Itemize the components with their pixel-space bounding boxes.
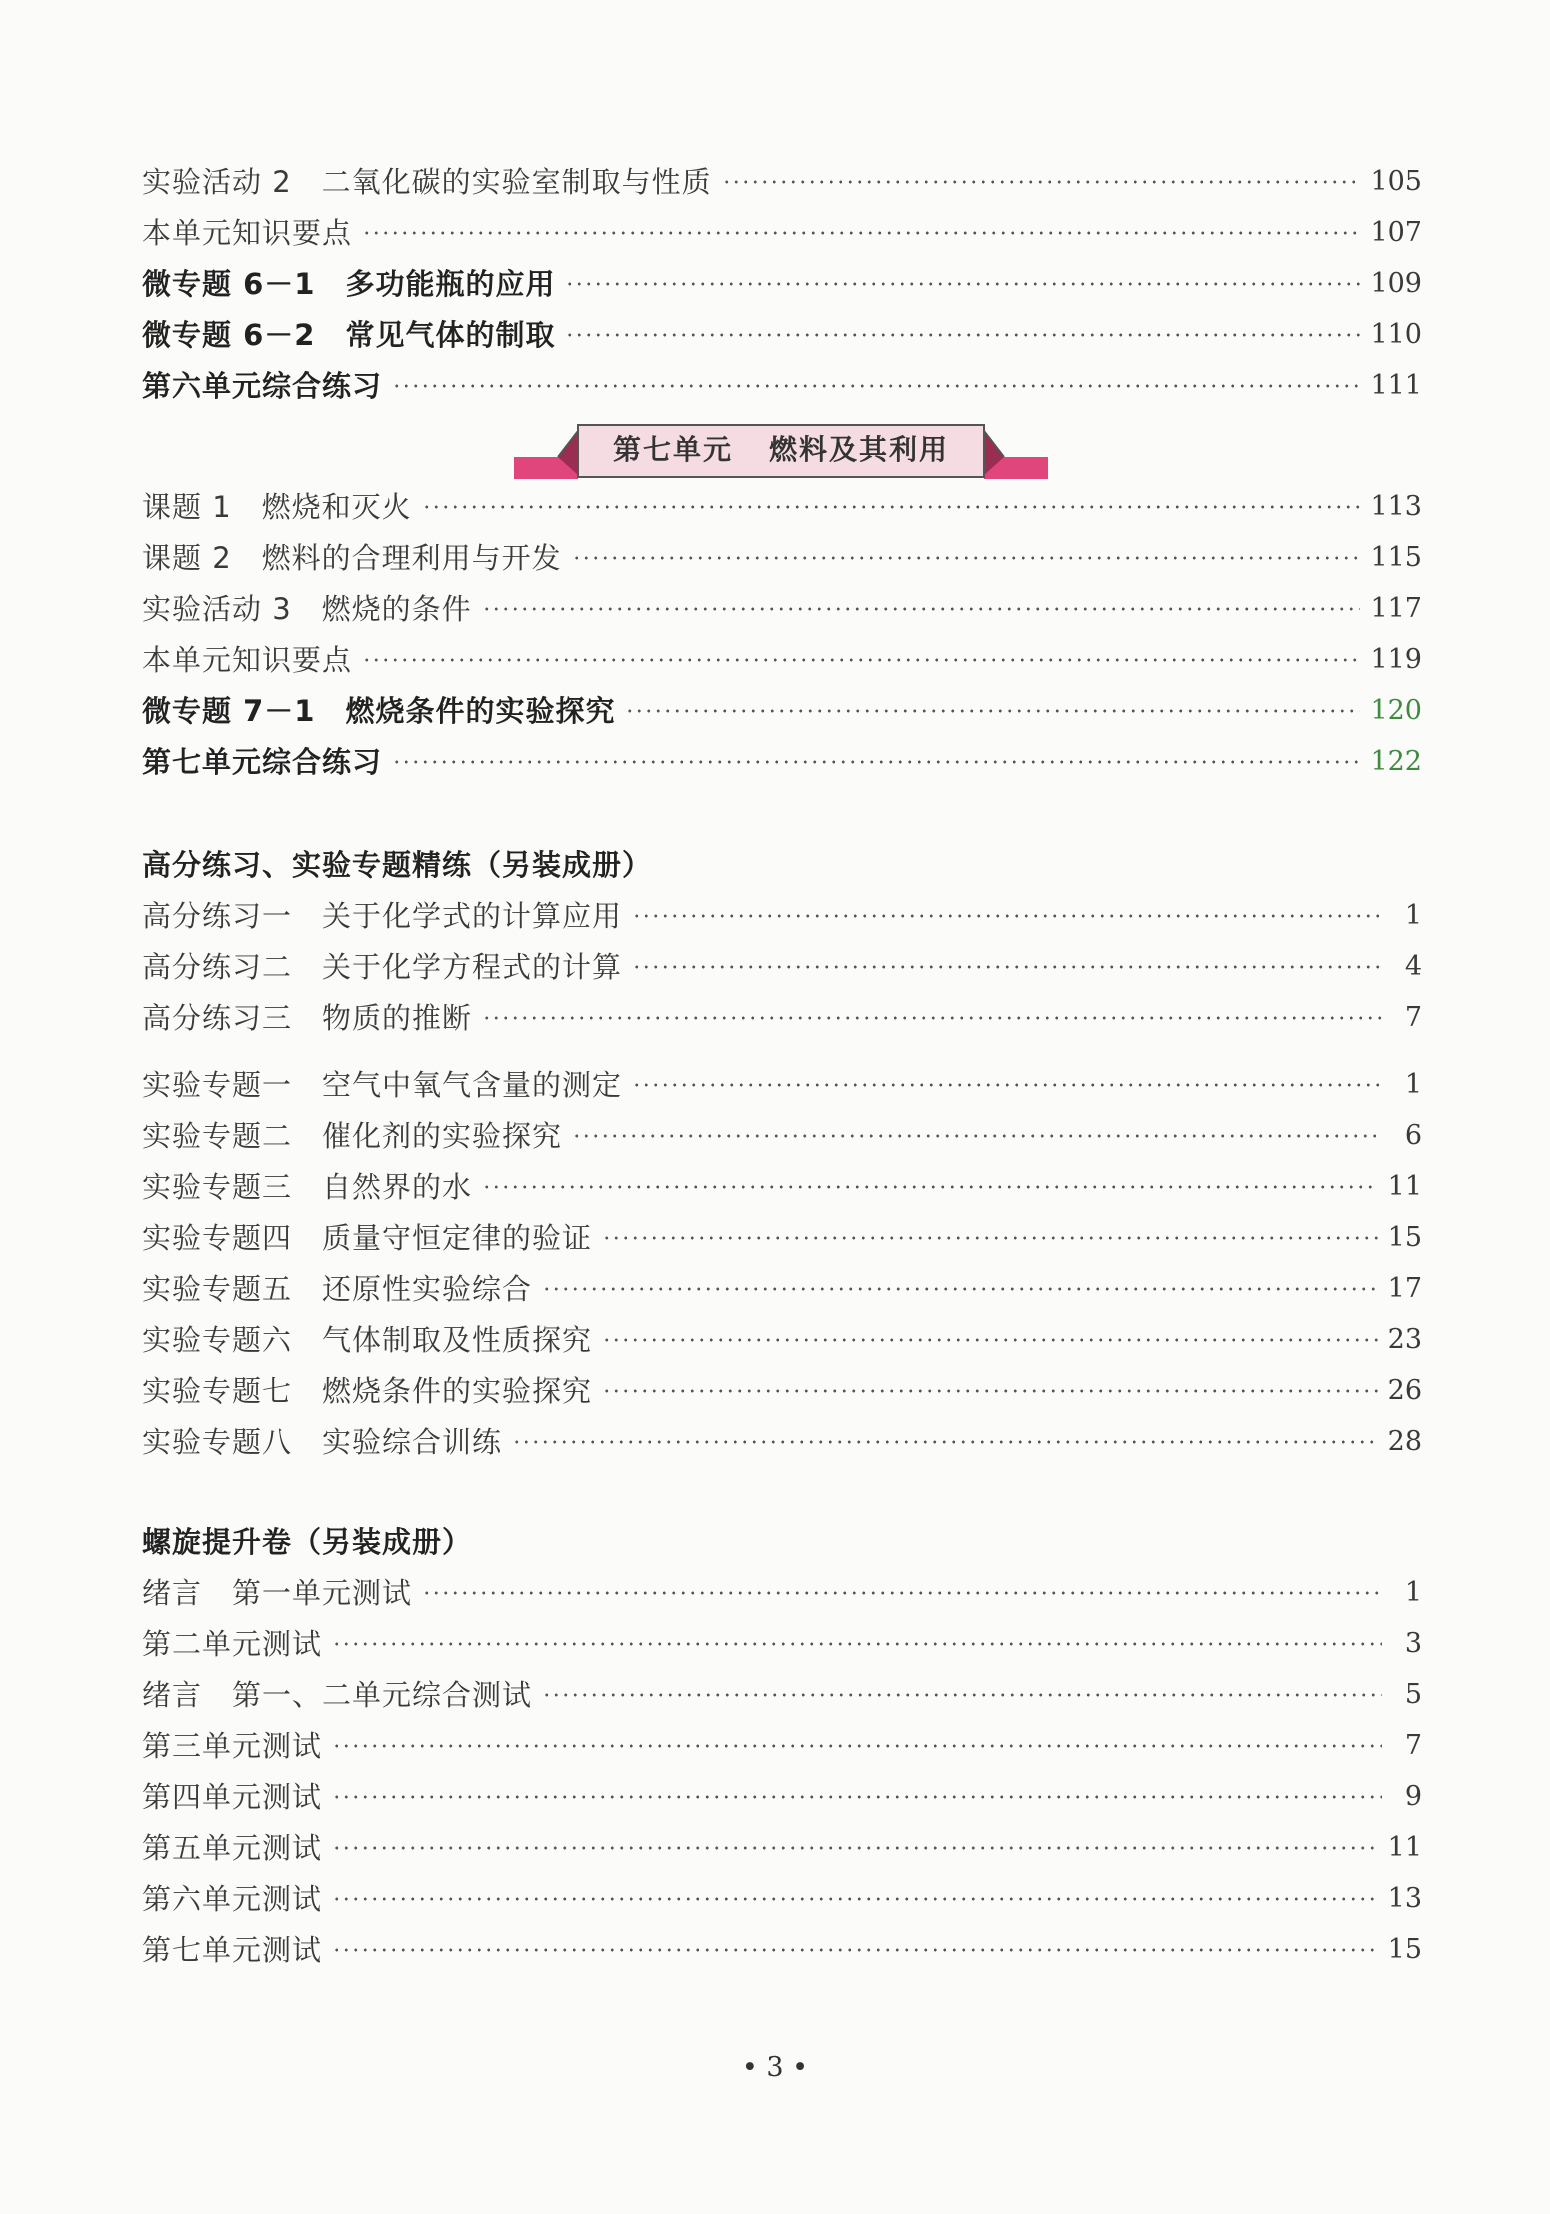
toc-entry[interactable] [142, 1877, 1422, 1921]
toc-entry[interactable] [142, 894, 1422, 938]
entry-label: 实验专题七 [142, 1374, 293, 1408]
toc-entry[interactable] [142, 262, 1422, 306]
entry-page: 11 [1387, 1832, 1422, 1863]
dot-leader [565, 280, 1360, 288]
toc-entry[interactable] [142, 638, 1422, 682]
toc-entry[interactable] [142, 587, 1422, 631]
toc-entry[interactable] [142, 1673, 1422, 1717]
entry-title: 二氧化碳的实验室制取与性质 [321, 165, 712, 199]
toc-entry[interactable] [142, 1063, 1422, 1107]
entry-label: 实验专题四 [142, 1221, 293, 1255]
section-heading: 螺旋提升卷（另装成册） [142, 1525, 473, 1559]
entry-label: 第二单元测试 [142, 1627, 323, 1661]
dot-leader [722, 178, 1361, 186]
entry-title: 燃烧和灭火 [261, 490, 412, 524]
toc-entry[interactable] [142, 1724, 1422, 1768]
entry-page: 28 [1387, 1426, 1422, 1457]
entry-label: 绪言 [142, 1576, 203, 1610]
dot-leader [332, 1742, 1382, 1750]
dot-leader [362, 656, 1360, 664]
entry-title: 燃烧的条件 [321, 592, 472, 626]
entry-label: 实验活动 2 [142, 165, 292, 199]
toc-entry[interactable] [142, 996, 1422, 1040]
entry-title: 空气中氧气含量的测定 [322, 1068, 623, 1102]
entry-page: 113 [1370, 491, 1422, 522]
entry-label: 微专题 6－1 [142, 267, 316, 301]
section-heading: 高分练习、实验专题精练（另装成册） [142, 848, 653, 882]
entry-title: 关于化学方程式的计算 [322, 950, 623, 984]
entry-page: 120 [1370, 695, 1422, 726]
banner-title: 燃料及其利用 [769, 433, 950, 466]
dot-leader [332, 1844, 1378, 1852]
dot-leader [632, 912, 1382, 920]
toc-entry[interactable] [142, 1369, 1422, 1413]
entry-title: 多功能瓶的应用 [345, 267, 556, 301]
dot-leader [392, 382, 1360, 390]
entry-page: 1 [1404, 1577, 1422, 1608]
dot-leader [602, 1336, 1378, 1344]
entry-label: 第五单元测试 [142, 1831, 323, 1865]
entry-page: 23 [1387, 1324, 1422, 1355]
toc-entry[interactable] [142, 1216, 1422, 1260]
page-number: • 3 • [741, 2052, 809, 2083]
entry-page: 110 [1370, 319, 1422, 350]
dot-leader [632, 1081, 1382, 1089]
unit-banner [514, 417, 1048, 487]
entry-label: 高分练习一 [142, 899, 293, 933]
dot-leader [482, 605, 1361, 613]
toc-entry[interactable] [142, 689, 1422, 733]
dot-leader [632, 963, 1382, 971]
dot-leader [542, 1691, 1382, 1699]
entry-label: 微专题 6－2 [142, 318, 316, 352]
entry-label: 第六单元测试 [142, 1882, 323, 1916]
banner-unit: 第七单元 [612, 433, 733, 466]
entry-title: 催化剂的实验探究 [322, 1119, 563, 1153]
toc-entry[interactable] [142, 1775, 1422, 1819]
entry-page: 109 [1370, 268, 1422, 299]
dot-leader [625, 707, 1360, 715]
entry-title: 燃料的合理利用与开发 [261, 541, 562, 575]
toc-entry[interactable] [142, 1318, 1422, 1362]
entry-page: 115 [1370, 542, 1422, 573]
dot-leader [602, 1387, 1378, 1395]
dot-leader [565, 331, 1360, 339]
toc-entry[interactable] [142, 945, 1422, 989]
entry-page: 5 [1404, 1679, 1422, 1710]
entry-label: 实验专题一 [142, 1068, 293, 1102]
dot-leader [572, 554, 1361, 562]
toc-entry[interactable] [142, 1826, 1422, 1870]
entry-page: 7 [1404, 1730, 1422, 1761]
entry-label: 实验专题二 [142, 1119, 293, 1153]
toc-entry[interactable] [142, 364, 1422, 408]
entry-label: 课题 2 [142, 541, 232, 575]
entry-label: 实验专题六 [142, 1323, 293, 1357]
toc-entry[interactable] [142, 1420, 1422, 1464]
dot-leader [332, 1640, 1382, 1648]
dot-leader [512, 1438, 1378, 1446]
toc-entry[interactable] [142, 1928, 1422, 1972]
entry-page: 107 [1370, 217, 1422, 248]
toc-entry[interactable] [142, 211, 1422, 255]
entry-label: 实验专题三 [142, 1170, 293, 1204]
entry-title: 实验综合训练 [322, 1425, 503, 1459]
entry-page: 1 [1404, 1069, 1422, 1100]
entry-label: 第四单元测试 [142, 1780, 323, 1814]
entry-label: 第七单元测试 [142, 1933, 323, 1967]
toc-entry[interactable] [142, 740, 1422, 784]
dot-leader [332, 1793, 1382, 1801]
entry-page: 11 [1387, 1171, 1422, 1202]
entry-page: 26 [1387, 1375, 1422, 1406]
toc-entry[interactable] [142, 1165, 1422, 1209]
entry-title: 自然界的水 [322, 1170, 473, 1204]
entry-page: 4 [1404, 951, 1422, 982]
entry-label: 高分练习三 [142, 1001, 293, 1035]
dot-leader [422, 1589, 1382, 1597]
dot-leader [542, 1285, 1378, 1293]
toc-entry[interactable] [142, 485, 1422, 529]
entry-page: 15 [1387, 1934, 1422, 1965]
entry-page: 111 [1370, 370, 1422, 401]
entry-title: 气体制取及性质探究 [322, 1323, 593, 1357]
entry-label: 本单元知识要点 [142, 643, 353, 677]
dot-leader [482, 1014, 1382, 1022]
entry-page: 17 [1387, 1273, 1422, 1304]
toc-entry[interactable] [142, 536, 1422, 580]
entry-label: 课题 1 [142, 490, 232, 524]
entry-title: 物质的推断 [322, 1001, 473, 1035]
entry-page: 1 [1404, 900, 1422, 931]
entry-page: 15 [1387, 1222, 1422, 1253]
toc-entry[interactable] [142, 1622, 1422, 1666]
entry-title: 关于化学式的计算应用 [322, 899, 623, 933]
dot-leader [572, 1132, 1382, 1140]
entry-title: 燃烧条件的实验探究 [322, 1374, 593, 1408]
entry-page: 9 [1404, 1781, 1422, 1812]
dot-leader [602, 1234, 1378, 1242]
dot-leader [332, 1895, 1378, 1903]
entry-label: 第六单元综合练习 [142, 369, 383, 403]
entry-title: 还原性实验综合 [322, 1272, 533, 1306]
entry-label: 实验活动 3 [142, 592, 292, 626]
entry-label: 第七单元综合练习 [142, 745, 383, 779]
dot-leader [362, 229, 1360, 237]
entry-page: 3 [1404, 1628, 1422, 1659]
entry-label: 第三单元测试 [142, 1729, 323, 1763]
entry-label: 实验专题八 [142, 1425, 293, 1459]
entry-label: 高分练习二 [142, 950, 293, 984]
dot-leader [392, 758, 1360, 766]
toc-entry[interactable] [142, 160, 1422, 204]
entry-page: 119 [1370, 644, 1422, 675]
entry-page: 117 [1370, 593, 1422, 624]
dot-leader [422, 503, 1361, 511]
dot-leader [332, 1946, 1378, 1954]
entry-label: 绪言 [142, 1678, 203, 1712]
toc-entry[interactable] [142, 1571, 1422, 1615]
dot-leader [482, 1183, 1378, 1191]
entry-title: 燃烧条件的实验探究 [345, 694, 616, 728]
entry-title: 第一单元测试 [232, 1576, 413, 1610]
entry-page: 6 [1404, 1120, 1422, 1151]
entry-page: 105 [1370, 166, 1422, 197]
toc-entry[interactable] [142, 1267, 1422, 1311]
entry-page: 122 [1370, 746, 1422, 777]
entry-label: 本单元知识要点 [142, 216, 353, 250]
toc-entry[interactable] [142, 313, 1422, 357]
entry-title: 常见气体的制取 [345, 318, 556, 352]
entry-page: 13 [1387, 1883, 1422, 1914]
entry-title: 第一、二单元综合测试 [232, 1678, 533, 1712]
entry-label: 实验专题五 [142, 1272, 293, 1306]
toc-entry[interactable] [142, 1114, 1422, 1158]
entry-label: 微专题 7－1 [142, 694, 316, 728]
entry-title: 质量守恒定律的验证 [322, 1221, 593, 1255]
entry-page: 7 [1404, 1002, 1422, 1033]
